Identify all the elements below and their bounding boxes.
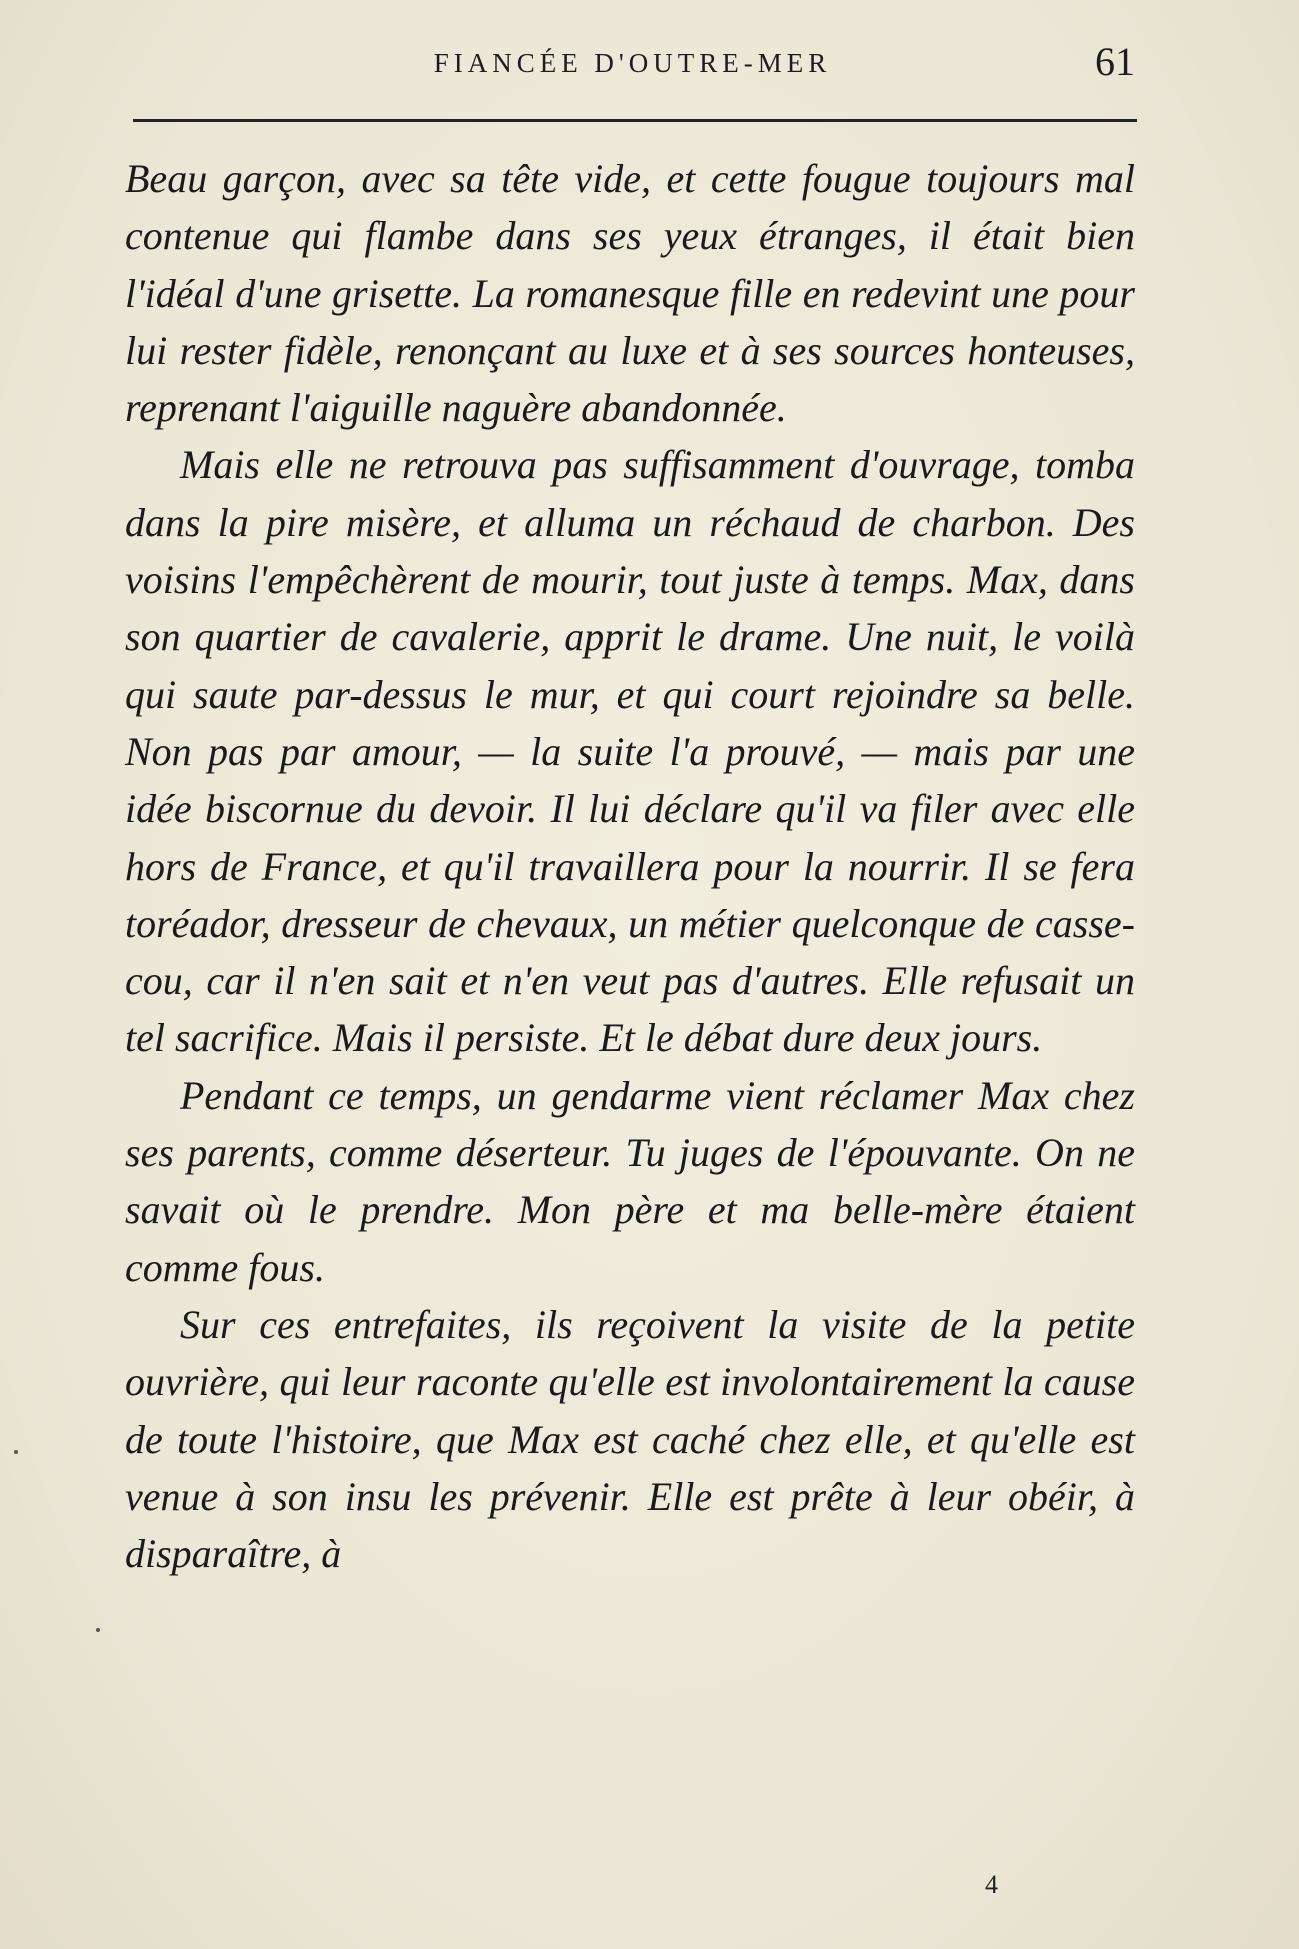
- paper-speck: [14, 1450, 18, 1454]
- page-number: 61: [1095, 39, 1135, 84]
- header-rule: [133, 119, 1137, 122]
- body-text: [125, 150, 1135, 1582]
- page-header: [130, 38, 1135, 98]
- running-head: FIANCÉE D'OUTRE-MER: [433, 48, 832, 78]
- paragraph: Mais elle ne retrouva pas suffisamment d'ouvrage, tomba dans la pire misère, et alluma un réchaud de charbon. Des voisins l'empêchèrent de mourir, tout juste à temps. Max, dans son quartier de cavalerie, apprit le drame. Une nuit, le voilà qui saute par-dessus le mur, et qui court rejoindre sa belle. Non pas par amour, — la suite l'a prouvé, — mais par une idée biscornue du devoir. Il lui déclare qu'il va filer avec elle hors de France, et qu'il travaillera pour la nourrir. Il se fera toréador, dresseur de chevaux, un métier quelconque de casse-cou, car il n'en sait et n'en veut pas d'autres. Elle refusait un tel sacrifice. Mais il persiste. Et le débat dure deux jours.: [125, 442, 1135, 1061]
- paper-speck: [96, 1628, 100, 1632]
- paragraph: Beau garçon, avec sa tête vide, et cette fougue toujours mal contenue qui flambe dans ses yeux étranges, il était bien l'idéal d'une grisette. La romanesque fille en redevint une pour lui rester fidèle, renonçant au luxe et à ses sources honteuses, reprenant l'aiguille naguère abandonnée.: [125, 156, 1135, 431]
- paragraph: Sur ces entrefaites, ils reçoivent la visite de la petite ouvrière, qui leur raconte qu'elle est involontairement la cause de toute l'histoire, que Max est caché chez elle, et qu'elle est venue à son insu les prévenir. Elle est prête à leur obéir, à disparaître, à: [125, 1301, 1135, 1577]
- signature-mark: 4: [985, 1870, 998, 1899]
- paragraph: Pendant ce temps, un gendarme vient réclamer Max chez ses parents, comme déserteur. Tu juges de l'épouvante. On ne savait où le prendre. Mon père et ma belle-mère étaient comme fous.: [125, 1072, 1135, 1290]
